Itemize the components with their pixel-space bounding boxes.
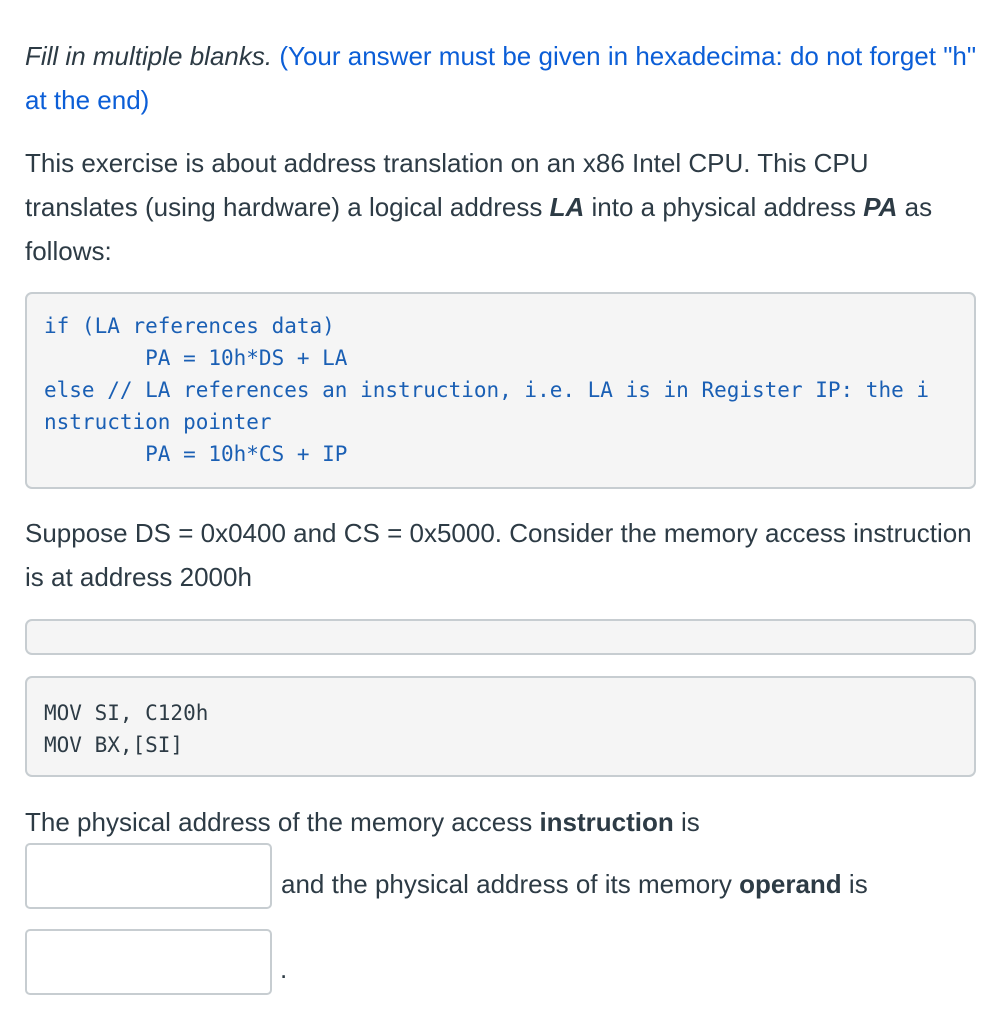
- suppose-text: Suppose DS = 0x0400 and CS = 0x5000. Consider the memory access instruction is at address 2000h: [25, 518, 972, 592]
- question-continuation: [281, 862, 868, 906]
- translation-code-block: [25, 292, 976, 489]
- question-text-3: and the physical address of its memory: [281, 869, 740, 899]
- assembly-code-block: [25, 676, 976, 777]
- question-bold-operand: operand: [739, 869, 842, 899]
- blank-operand-address-input[interactable]: [25, 929, 272, 995]
- intro-text-2: into a physical address: [584, 192, 864, 222]
- intro-la: LA: [549, 192, 585, 222]
- question-text-1: The physical address of the memory access: [25, 807, 540, 837]
- intro-text-1: This exercise is about address translation on an x86 Intel CPU. This CPU translates (using hardware) a logical address: [25, 148, 869, 222]
- instructions: [25, 34, 985, 122]
- instructions-note: (Your answer must be given in hexadecima: do not forget "h" at the end): [25, 41, 977, 115]
- blank-instruction-address-input[interactable]: [25, 843, 272, 909]
- question-bold-instruction: instruction: [539, 807, 674, 837]
- question-text-2: is: [673, 807, 700, 837]
- translation-code: if (LA references data) PA = 10h*DS + LA else // LA references an instruction, i.e. LA is in Register IP: the i nstruction pointer PA = 10h*CS + IP: [44, 314, 930, 466]
- assembly-code: MOV SI, C120h MOV BX,[SI]: [44, 701, 209, 757]
- intro-pa: PA: [863, 192, 898, 222]
- question-end-period: .: [280, 954, 288, 984]
- empty-code-block: [25, 619, 976, 655]
- instructions-lead: Fill in multiple blanks.: [25, 41, 273, 71]
- question-text: [25, 800, 985, 844]
- intro-text-3: as follows:: [25, 192, 933, 266]
- question-text-4: is: [841, 869, 868, 899]
- intro-paragraph: [25, 141, 985, 273]
